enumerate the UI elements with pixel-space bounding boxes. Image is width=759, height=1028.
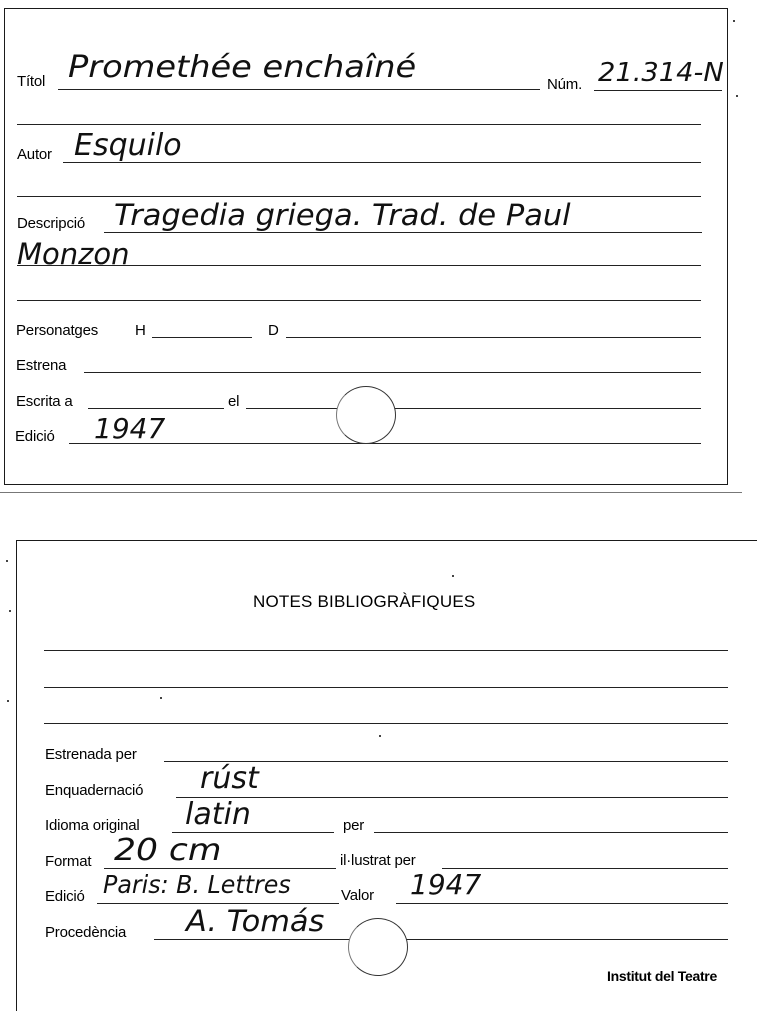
author-label: Autor — [17, 146, 52, 163]
written-on-line — [246, 408, 701, 409]
characters-male-label: H — [135, 322, 146, 339]
written-on-label: el — [228, 393, 240, 410]
punch-hole — [348, 918, 408, 976]
title-value: Promethée enchaîné — [68, 50, 417, 85]
binding-line — [176, 797, 728, 798]
scan-speck — [736, 95, 738, 97]
characters-female-line — [286, 337, 701, 338]
institution-footer: Institut del Teatre — [607, 968, 717, 984]
description-value-line2: Monzon — [17, 237, 130, 271]
premiered-by-label: Estrenada per — [45, 746, 137, 763]
number-value: 21.314-N — [598, 58, 724, 88]
translated-by-label: per — [343, 817, 365, 834]
scan-speck — [9, 610, 11, 612]
written-at-label: Escrita a — [16, 393, 73, 410]
notes-line — [44, 687, 728, 688]
punch-hole — [336, 386, 396, 444]
description-label: Descripció — [17, 215, 86, 232]
premiere-label: Estrena — [16, 357, 67, 374]
scan-speck — [452, 575, 454, 577]
characters-male-line — [152, 337, 252, 338]
format-value: 20 cm — [114, 833, 222, 868]
edition-back-value: Paris: B. Lettres — [103, 870, 291, 899]
characters-label: Personatges — [16, 322, 99, 339]
original-language-label: Idioma original — [45, 817, 140, 834]
bibliographic-notes-heading: NOTES BIBLIOGRÀFIQUES — [253, 592, 476, 611]
edition-back-label: Edició — [45, 888, 85, 905]
title-line — [58, 89, 540, 90]
binding-label: Enquadernació — [45, 782, 144, 799]
scan-speck — [7, 700, 9, 702]
illustrated-by-label: il·lustrat per — [340, 852, 416, 869]
scan-speck — [379, 735, 381, 737]
description-value-line1: Tragedia griega. Trad. de Paul — [114, 198, 571, 232]
format-line — [104, 868, 336, 869]
author-value: Esquilo — [74, 128, 182, 163]
original-language-value: latin — [185, 797, 251, 832]
number-line — [594, 90, 722, 91]
blank-line — [17, 196, 701, 197]
written-at-line — [88, 408, 224, 409]
translated-by-line — [374, 832, 728, 833]
value-label: Valor — [341, 887, 374, 904]
value-value: 1947 — [410, 868, 482, 901]
blank-line — [17, 300, 701, 301]
card-separator — [0, 492, 742, 493]
blank-line — [17, 124, 701, 125]
scan-speck — [733, 20, 735, 22]
scan-speck — [160, 697, 162, 699]
binding-value: rúst — [200, 761, 259, 796]
title-label: Títol — [17, 73, 46, 90]
characters-female-label: D — [268, 322, 279, 339]
notes-line — [44, 723, 728, 724]
provenance-value: A. Tomás — [186, 904, 325, 938]
edition-value: 1947 — [94, 412, 166, 445]
value-line — [396, 903, 728, 904]
premiere-line — [84, 372, 701, 373]
scan-speck — [6, 560, 8, 562]
edition-label: Edició — [15, 428, 55, 445]
provenance-line — [154, 939, 728, 940]
description-line — [104, 232, 702, 233]
illustrated-by-line — [442, 868, 728, 869]
number-label: Núm. — [547, 76, 583, 93]
format-label: Format — [45, 853, 92, 870]
provenance-label: Procedència — [45, 924, 127, 941]
notes-line — [44, 650, 728, 651]
